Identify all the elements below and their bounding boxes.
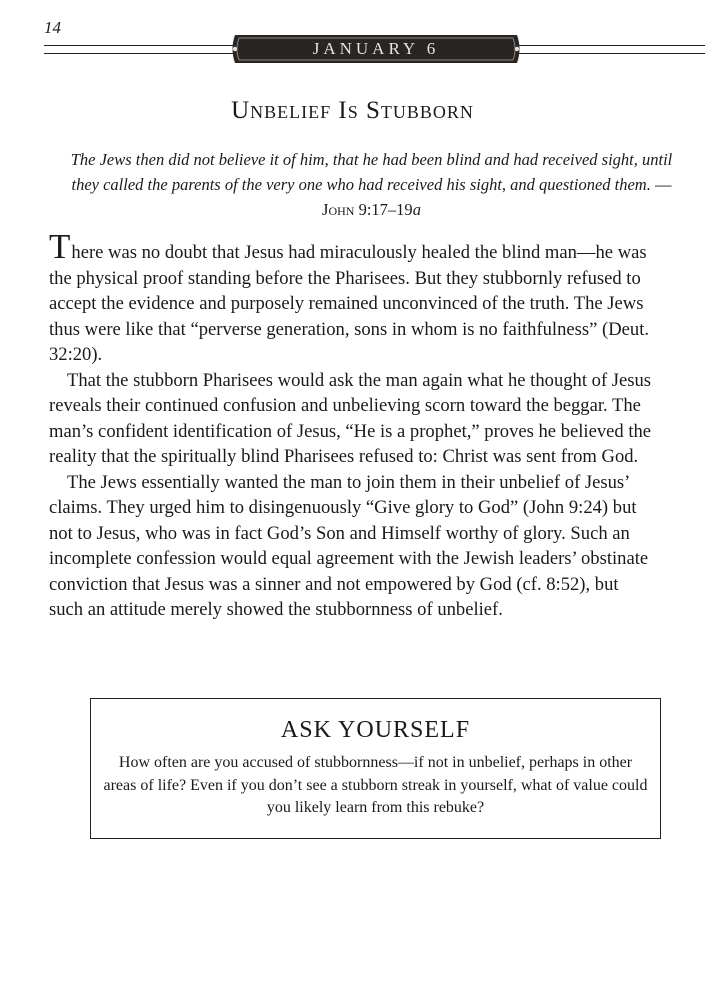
date-label: JANUARY 6	[312, 39, 440, 58]
ask-yourself-box	[90, 698, 661, 839]
page-number: 14	[44, 18, 61, 37]
devotion-body	[49, 227, 653, 623]
date-banner	[225, 33, 527, 65]
paragraph: The Jews essentially wanted the man to join them in their unbelief of Jesus’ claims. They urged him to disingenuously “Give glory to God” (John 9:24) but not to Jesus, who was in fact God’s Son and Himself worthy of glory. Such an incomplete confession would equal agreement with the Jewish leaders’ obstinate conviction that Jesus was a sinner and not empowered by God (cf. 8:52), but such an attitude merely showed the stubbornness of unbelief.	[49, 471, 649, 620]
ask-yourself-text: How often are you accused of stubbornness—if not in unbelief, perhaps in other areas of life? Even if you don’t see a stubborn streak in yourself, what of value could you likely learn from this rebuke?	[103, 754, 648, 816]
epigraph	[70, 147, 673, 222]
devotion-title: Unbelief Is Stubborn	[231, 97, 474, 124]
paragraph: That the stubborn Pharisees would ask the man again what he thought of Jesus reveals their continued confusion and unbelieving scorn toward the beggar. The man’s confident identification of Jesus, “He is a prophet,” proves he believed the reality that the spiritually blind Pharisees refused to: Christ was sent from God.	[49, 369, 652, 467]
epigraph-text: The Jews then did not believe it of him, that he had been blind and had received sight, until they called the parents of the very one who had received his sight, and questioned them.	[70, 150, 673, 194]
ask-yourself-title: ASK YOURSELF	[280, 717, 471, 743]
drop-letter: T	[49, 227, 71, 266]
epigraph-suffix: a	[412, 200, 421, 219]
paragraph	[49, 227, 653, 368]
epigraph-verse: 9:17–19	[354, 200, 413, 219]
paragraph-text: here was no doubt that Jesus had miraculously healed the blind man—he was the physical proof standing before the Pharisees. But they stubbornly refused to accept the evidence and purposely remained unconvinced of the truth. The Jews thus were like that “perverse generation, sons in whom is no faithfulness” (Deut. 32:20).	[49, 242, 650, 365]
epigraph-book: John	[322, 200, 355, 219]
epigraph-dash: —	[650, 175, 672, 194]
